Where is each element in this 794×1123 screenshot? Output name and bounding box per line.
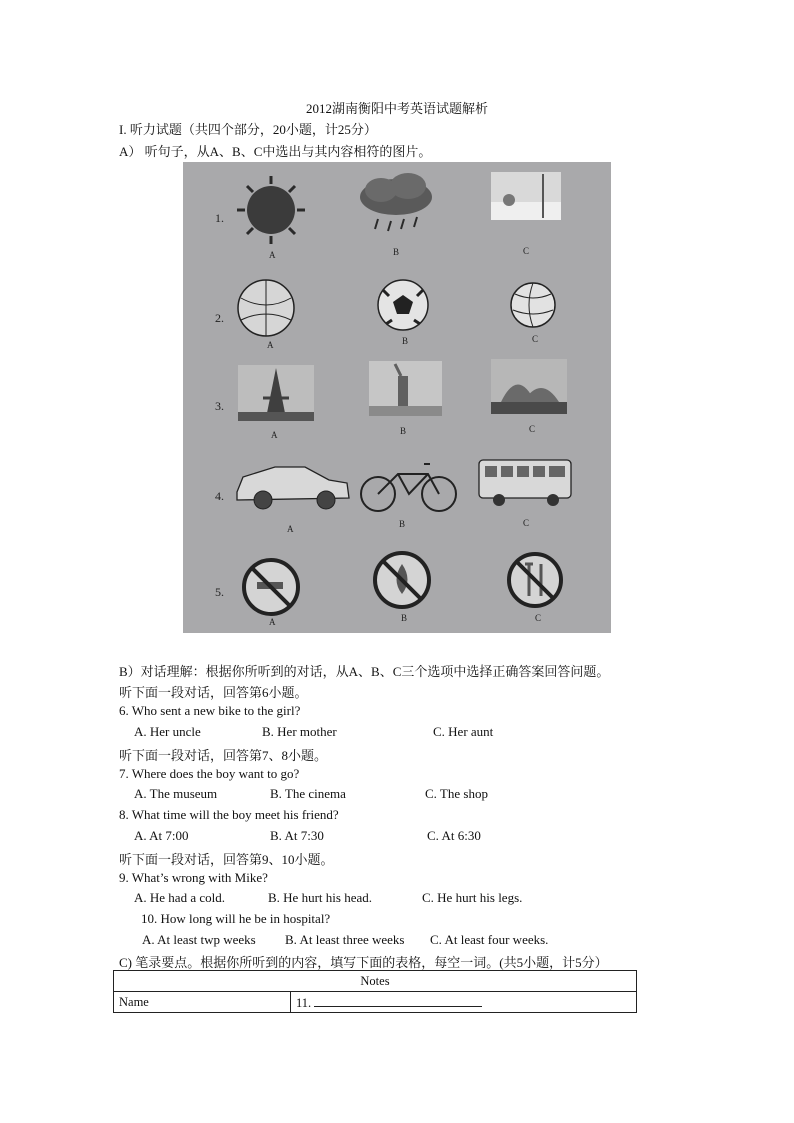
option-10b: B. At least three weeks xyxy=(285,932,405,947)
part-b-instruction: B）对话理解：根据你所听到的对话，从A、B、C三个选项中选择正确答案回答问题。 xyxy=(119,664,610,679)
notes-header: Notes xyxy=(114,971,637,992)
option-6c: C. Her aunt xyxy=(433,724,494,739)
listen-instruction: 听下面一段对话，回答第9、10小题。 xyxy=(119,852,334,867)
svg-text:A: A xyxy=(269,617,276,627)
statue-of-liberty-photo xyxy=(369,361,442,416)
svg-text:C: C xyxy=(532,334,539,344)
svg-text:C: C xyxy=(529,424,536,434)
snow-scene-photo xyxy=(491,172,561,220)
svg-text:B: B xyxy=(393,247,400,257)
volleyball-icon xyxy=(511,283,555,327)
row-number: 3. xyxy=(215,399,224,413)
sun-icon xyxy=(237,176,305,244)
svg-text:B: B xyxy=(400,426,407,436)
part-c-instruction: C) 笔录要点。根据你所听到的内容，填写下面的表格，每空一词。(共5小题，计5分） xyxy=(119,955,608,970)
part-a-instruction: A） 听句子，从A、B、C中选出与其内容相符的图片。 xyxy=(119,144,432,159)
listen-instruction: 听下面一段对话，回答第6小题。 xyxy=(119,685,308,700)
option-6a: A. Her uncle xyxy=(134,724,201,739)
svg-text:B: B xyxy=(402,336,409,346)
page-title: 2012湖南衡阳中考英语试题解析 xyxy=(305,101,488,116)
no-food-sign-icon xyxy=(509,554,561,606)
svg-text:A: A xyxy=(287,524,294,534)
car-icon xyxy=(237,467,349,509)
basketball-icon xyxy=(238,280,294,336)
row-number: 2. xyxy=(215,311,224,325)
rain-cloud-icon xyxy=(360,173,432,231)
bicycle-icon xyxy=(361,464,456,511)
question-10: 10. How long will he be in hospital? xyxy=(141,911,331,926)
option-8a: A. At 7:00 xyxy=(134,828,189,843)
question-8: 8. What time will the boy meet his friend? xyxy=(119,807,339,822)
svg-text:A: A xyxy=(267,340,274,350)
row-number: 4. xyxy=(215,489,224,503)
question-7: 7. Where does the boy want to go? xyxy=(119,766,300,781)
name-label: Name xyxy=(114,992,291,1013)
row-number: 1. xyxy=(215,211,224,225)
opera-house-photo xyxy=(491,359,567,414)
no-smoking-sign-icon xyxy=(244,560,298,614)
option-6b: B. Her mother xyxy=(262,724,337,739)
section-heading: I. 听力试题（共四个部分，20小题，计25分） xyxy=(119,122,377,137)
option-9c: C. He hurt his legs. xyxy=(422,890,523,905)
listen-instruction: 听下面一段对话，回答第7、8小题。 xyxy=(119,748,328,763)
option-7c: C. The shop xyxy=(425,786,488,801)
option-8b: B. At 7:30 xyxy=(270,828,324,843)
eiffel-tower-photo xyxy=(238,365,314,421)
svg-text:C: C xyxy=(523,518,530,528)
svg-text:C: C xyxy=(535,613,542,623)
row-number: 5. xyxy=(215,585,224,599)
question-6: 6. Who sent a new bike to the girl? xyxy=(119,703,301,718)
svg-text:B: B xyxy=(399,519,406,529)
name-answer-cell xyxy=(291,992,637,1013)
option-10c: C. At least four weeks. xyxy=(430,932,549,947)
question-9: 9. What’s wrong with Mike? xyxy=(119,870,268,885)
svg-text:B: B xyxy=(401,613,408,623)
answer-blank[interactable] xyxy=(314,994,482,1007)
no-fire-sign-icon xyxy=(375,553,429,607)
option-9b: B. He hurt his head. xyxy=(268,890,372,905)
svg-text:A: A xyxy=(269,250,276,260)
notes-table xyxy=(113,970,637,1013)
option-9a: A. He had a cold. xyxy=(134,890,225,905)
svg-text:A: A xyxy=(271,430,278,440)
bus-icon xyxy=(479,460,571,506)
svg-text:C: C xyxy=(523,246,530,256)
listening-pictures-figure xyxy=(183,162,611,633)
option-7b: B. The cinema xyxy=(270,786,346,801)
option-8c: C. At 6:30 xyxy=(427,828,481,843)
answer-number: 11. xyxy=(296,995,312,1010)
option-7a: A. The museum xyxy=(134,786,218,801)
soccer-ball-icon xyxy=(378,280,428,330)
option-10a: A. At least twp weeks xyxy=(142,932,256,947)
